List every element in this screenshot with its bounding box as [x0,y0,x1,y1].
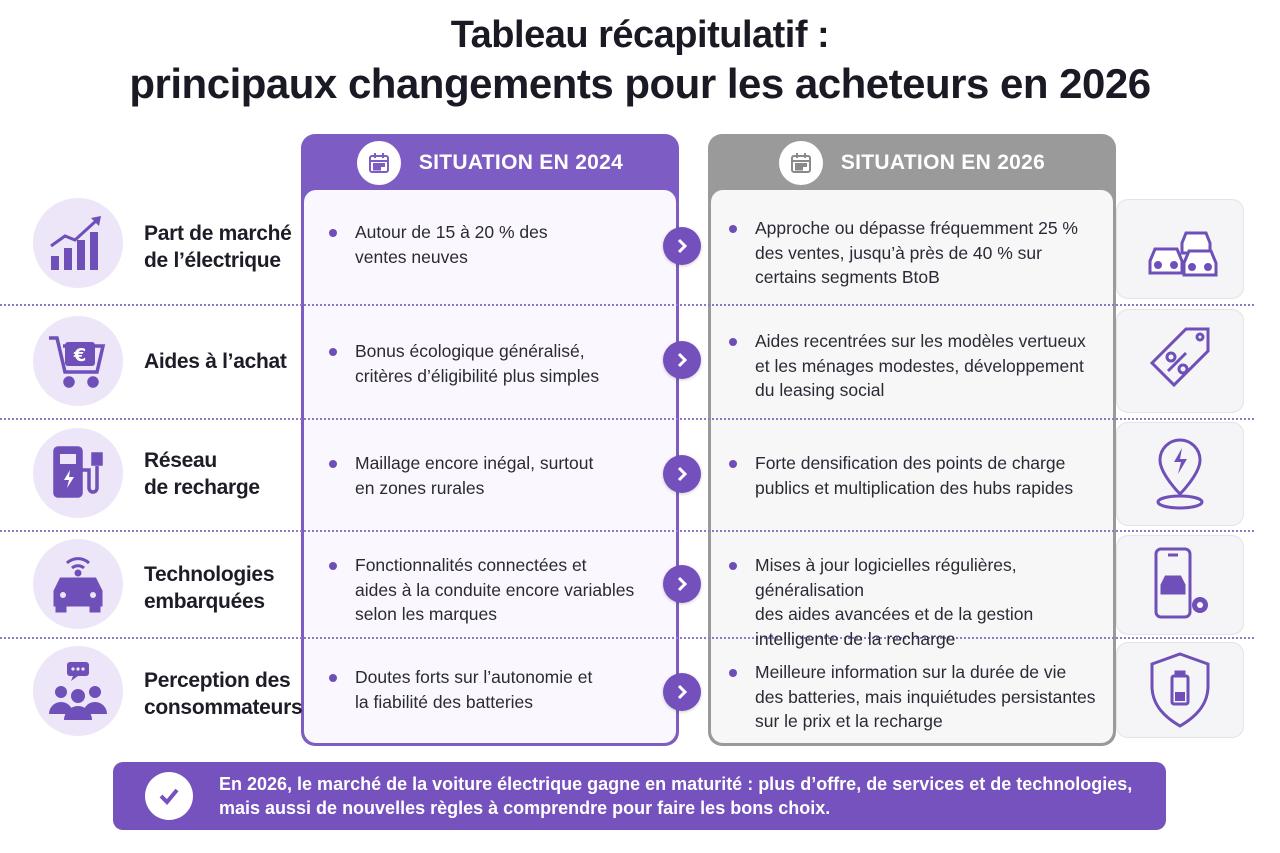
cell-2024-charging-network: Maillage encore inégal, surtout en zones rurales [329,451,649,500]
side-card-charging [1116,422,1244,526]
cars-icon [1138,207,1222,291]
arrow-right-icon [663,455,701,493]
row-label-onboard-tech: Technologies embarquées [144,563,275,613]
row-label-charging-network: Réseau de recharge [144,449,260,499]
discount-tag-icon [1138,319,1222,403]
cell-2024-consumer-perception: Doutes forts sur l’autonomie et la fiabilité des batteries [329,665,649,714]
checkmark-icon [145,772,193,820]
column-2026-header [708,134,1116,192]
phone-car-settings-icon [1138,543,1222,627]
column-2024-title: SITUATION EN 2024 [418,151,624,174]
charging-location-pin-icon [1138,432,1222,516]
arrow-right-icon [663,565,701,603]
growth-chart-icon [33,198,123,288]
side-card-perception [1116,642,1244,738]
row-divider [0,418,1254,420]
consumers-chat-icon [33,646,123,736]
side-card-tech [1116,535,1244,635]
cell-2026-charging-network: Forte densification des points de charge publics et multiplication des hubs rapides [729,451,1104,500]
page-title-line-2: principaux changements pour les acheteurs en 2026 [129,60,1151,107]
row-label-market-share: Part de marché de l’électrique [144,222,292,272]
page-title-line-1: Tableau récapitulatif : [450,14,830,56]
row-divider [0,530,1254,532]
row-label-consumer-perception: Perception des consommateurs [144,669,303,719]
cell-2024-market-share: Autour de 15 à 20 % des ventes neuves [329,220,649,269]
cell-2026-purchase-aids: Aides recentrées sur les modèles vertueux et les ménages modestes, développement du leasing social [729,329,1104,403]
side-card-aids [1116,309,1244,413]
battery-shield-icon [1138,648,1222,732]
cell-2026-consumer-perception: Meilleure information sur la durée de vie des batteries, mais inquiétudes persistantes sur le prix et la recharge [729,660,1104,734]
row-label-purchase-aids: Aides à l’achat [144,350,287,373]
summary-text: En 2026, le marché de la voiture électrique gagne en maturité : plus d’offre, de services et de technologies, mais aussi de nouvelles règles à comprendre pour faire les bons choix. [219,774,1133,818]
arrow-right-icon [663,341,701,379]
cell-2024-purchase-aids: Bonus écologique généralisé, critères d’éligibilité plus simples [329,339,649,388]
summary-banner [113,762,1166,830]
svg-text:€: € [73,345,87,366]
shopping-cart-euro-icon [33,316,123,406]
side-card-market [1116,199,1244,299]
calendar-icon [357,141,401,185]
cell-2026-market-share: Approche ou dépasse fréquemment 25 % des ventes, jusqu’à près de 40 % sur certains segments BtoB [729,216,1104,290]
arrow-right-icon [663,227,701,265]
connected-car-icon [33,539,123,629]
cell-2026-onboard-tech: Mises à jour logicielles régulières, généralisation des aides avancées et de la gestion intelligente de la recharge [729,553,1104,651]
charging-station-icon [33,428,123,518]
calendar-icon [779,141,823,185]
column-2026-title: SITUATION EN 2026 [840,151,1046,174]
arrow-right-icon [663,673,701,711]
cell-2024-onboard-tech: Fonctionnalités connectées et aides à la conduite encore variables selon les marques [329,553,649,627]
row-divider [0,304,1254,306]
column-2024-header [301,134,679,192]
